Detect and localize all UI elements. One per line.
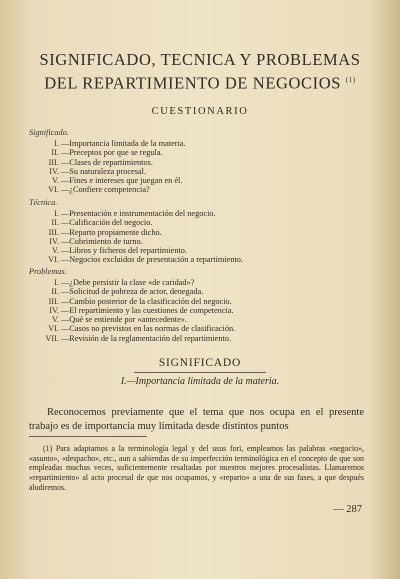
list-item: VI. —Negocios excluidos de presentación a repartimiento. [48, 255, 244, 265]
list-problemas [29, 278, 354, 343]
list-item: II. —Preceptos por que se regula. [51, 148, 163, 158]
list-item: I. —Presentación e instrumentación del negocio. [54, 209, 216, 218]
list-item: I. —Importancia limitada de la materia. [54, 139, 186, 148]
section-heading-significado: SIGNIFICADO [158, 357, 242, 369]
list-item: IV. —Cubrimiento de turno. [49, 236, 143, 246]
section-label-tecnica: Técnica. [29, 198, 58, 207]
list-item: VII. —Revisión de la reglamentación del repartimiento. [45, 333, 232, 343]
footnote-rule [29, 436, 147, 437]
list-item: III. —Reparto propiamente dicho. [48, 227, 162, 237]
list-item: IV. —Su naturaleza procesal. [49, 166, 147, 176]
list-tecnica [29, 209, 354, 265]
list-item: V. —Fines e intereses que juegan en él. [52, 176, 183, 186]
article-title [0, 50, 400, 94]
title-line-2-text: DEL REPARTIMIENTO DE NEGOCIOS [44, 73, 342, 93]
list-item: V. —Qué se entiende por «antecedente». [52, 315, 188, 325]
list-item: VI. —Casos no previstos en las normas de clasificación. [48, 324, 236, 334]
heading-rule [134, 372, 266, 373]
section-label-significado: Significado. [29, 128, 69, 137]
list-item: I. —¿Debe persistir la clase «de caridad»? [54, 278, 195, 287]
body-paragraph: Reconocemos previamente que el tema que nos ocupa en el presente trabajo es de importancia muy limitada desde distintos puntos [29, 407, 364, 432]
list-item: II. —Calificación del negocio. [51, 218, 153, 228]
list-significado [29, 139, 354, 195]
subsection-heading: I.—Importancia limitada de la materia. [120, 376, 280, 387]
list-item: III. —Cambio posterior de la clasificación del negocio. [48, 296, 232, 306]
page-number: — 287 [333, 504, 362, 515]
list-item: VI. —¿Confiere competencia? [48, 185, 150, 195]
footnote: (1) Para adaptarnos a la terminología legal y del usus fori, empleamos las palabras «negocio», «asunto», «despacho», etc., aun a sabiendas de su imperfección terminológica en el concepto de que son empleadas muchas veces, suficientemente resaltadas por nuestros mejores procesalistas. Llamaremos «repartimiento» al acto procesal de que nos ocupamos, y «reparto» a una de sus fases, a que después aludiremos. [29, 444, 364, 492]
list-item: V. —Libros y ficheros del repartimiento. [52, 246, 188, 256]
title-footnote-marker: (1) [345, 76, 356, 84]
list-item: III. —Clases de repartimientos. [48, 157, 153, 167]
list-item: IV. —El repartimiento y las cuestiones de competencia. [49, 305, 234, 315]
section-label-problemas: Problemas. [29, 267, 67, 276]
title-line-1: SIGNIFICADO, TECNICA Y PROBLEMAS [39, 50, 361, 69]
cuestionario-heading: CUESTIONARIO [151, 106, 249, 117]
title-line-2 [0, 70, 400, 94]
list-item: II. —Solicitud de pobreza de actor, denegada. [51, 287, 204, 297]
